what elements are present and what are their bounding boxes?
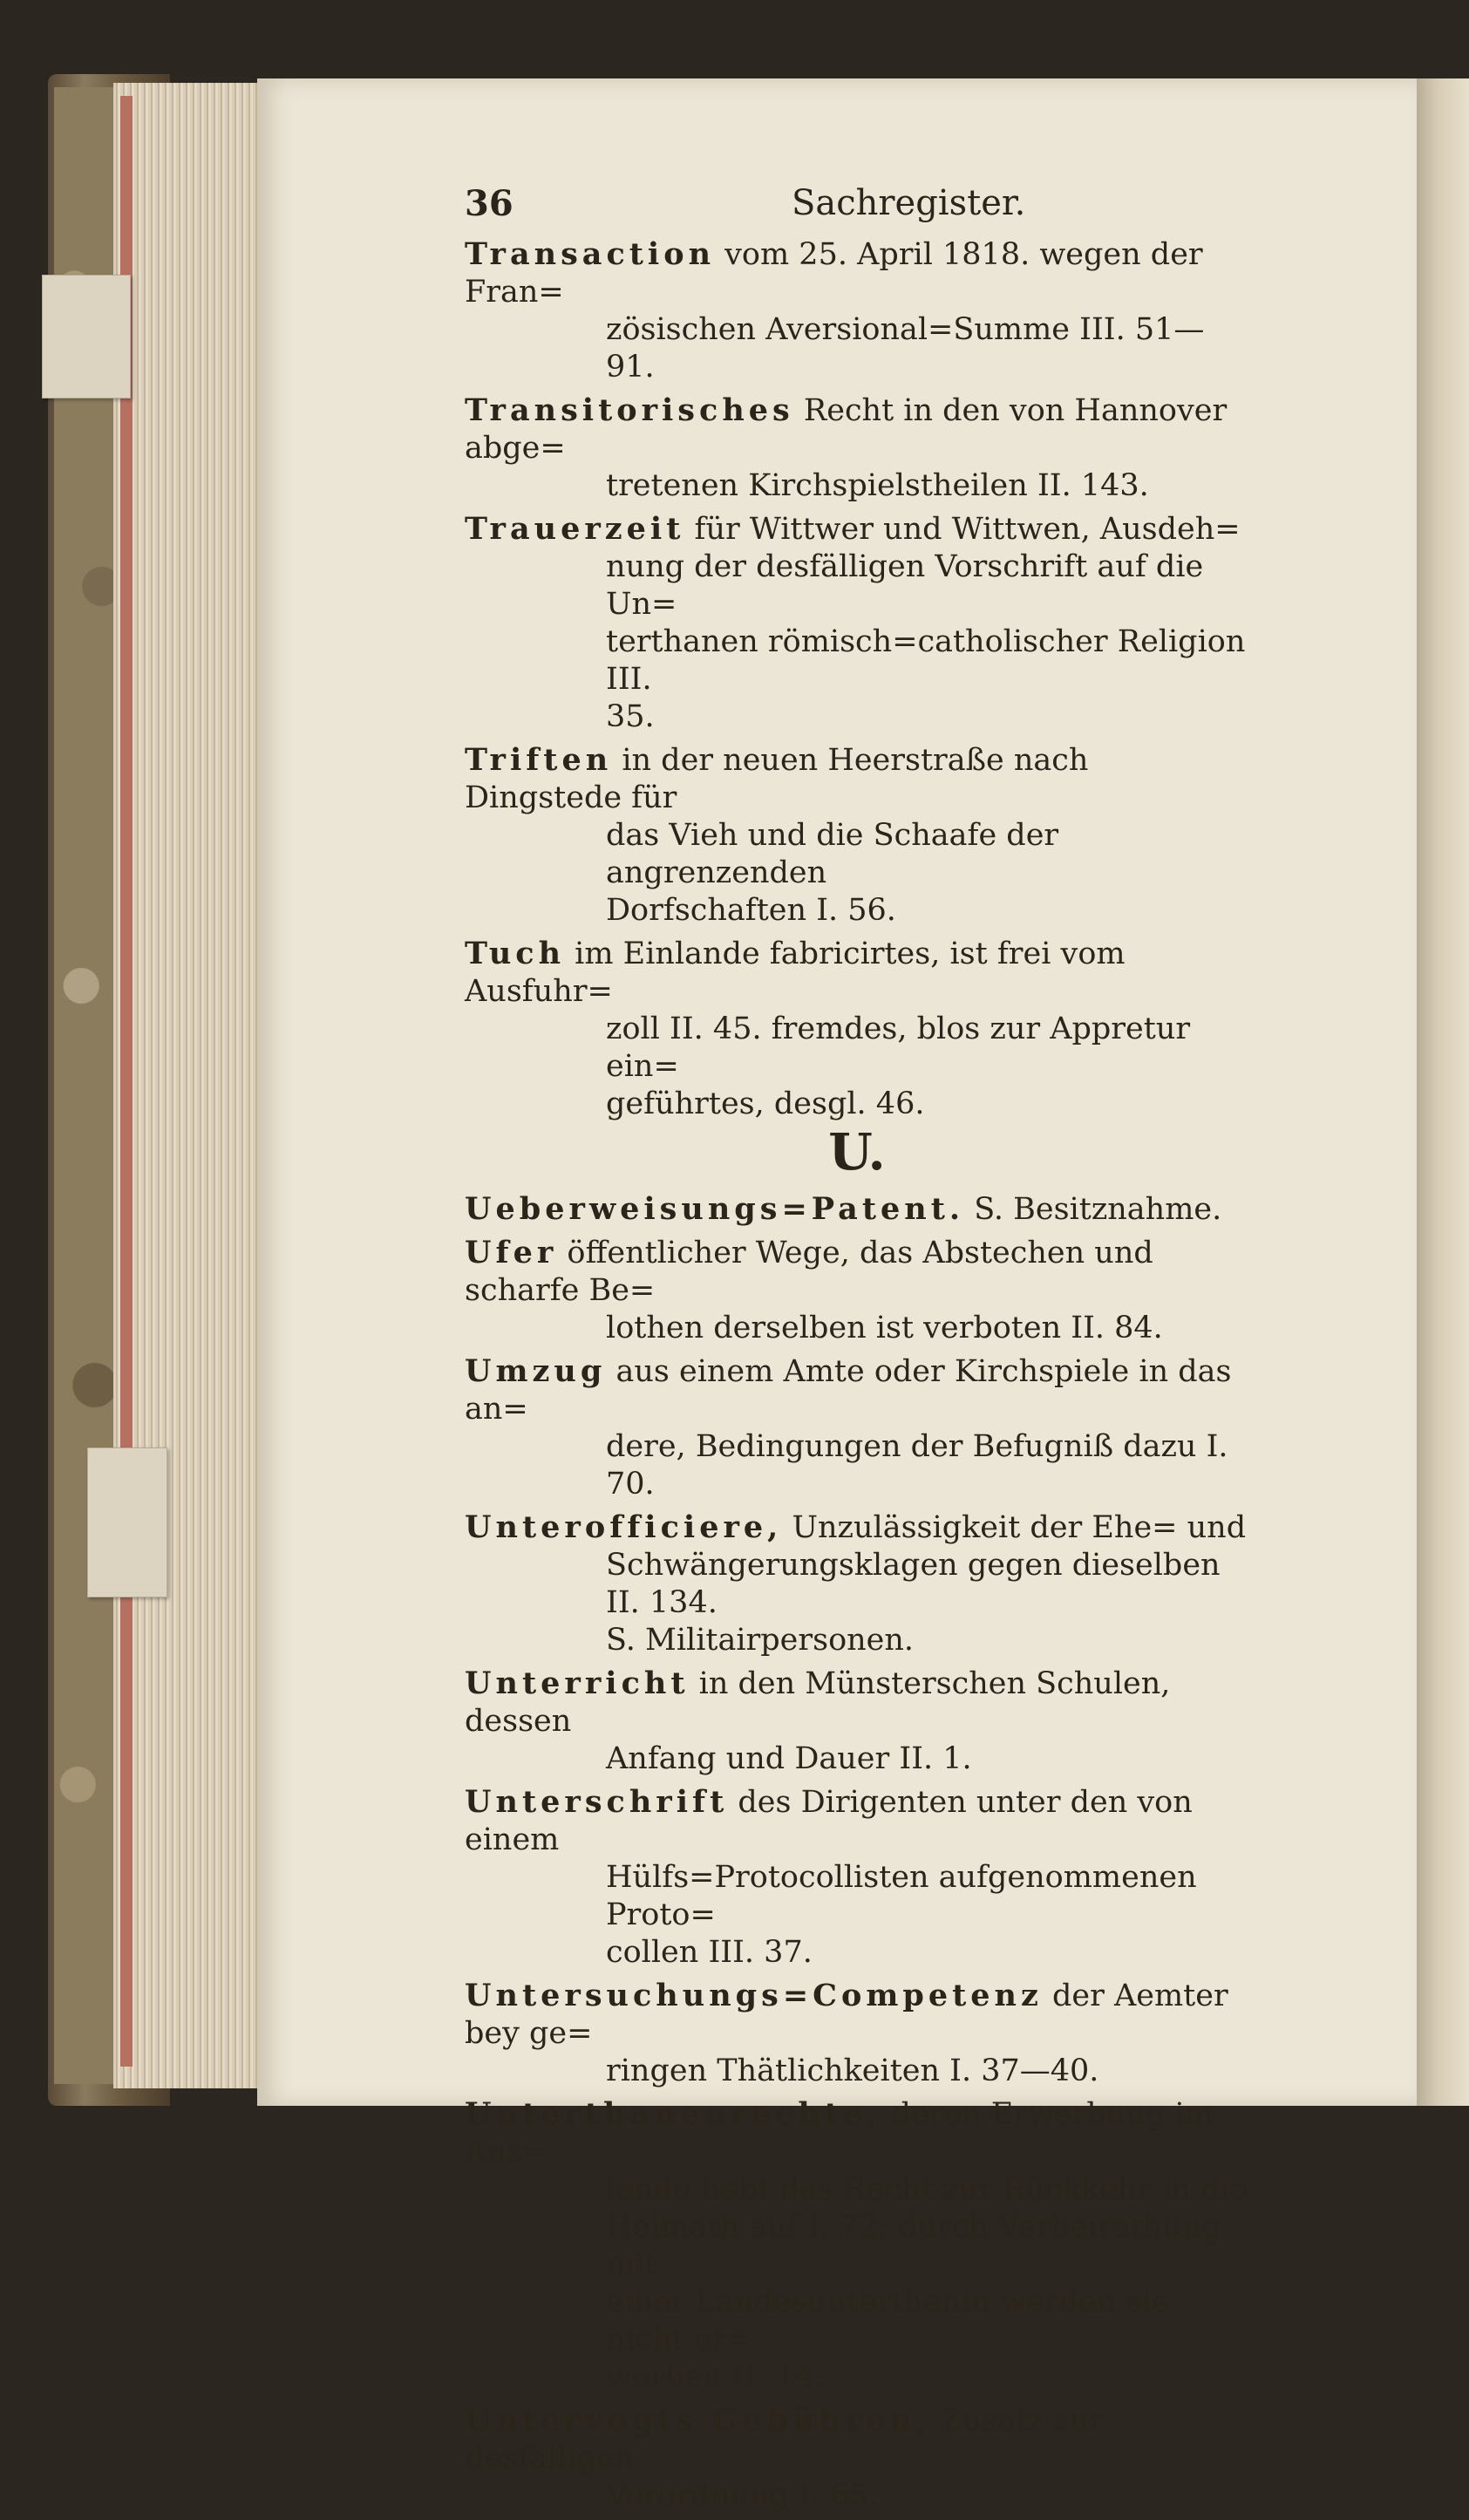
index-entry xyxy=(465,1509,1249,1659)
entry-term: Triften xyxy=(465,742,613,778)
entry-first-line xyxy=(465,2401,1249,2477)
section-letter: U. xyxy=(828,1122,886,1182)
index-content xyxy=(465,235,1249,2520)
entry-continuation-line: Heimath auf I. 72; durch Verheirathung mit xyxy=(606,2210,1221,2282)
index-entry xyxy=(465,510,1249,736)
entry-continuation-line: tretenen Kirchspielstheilen II. 143. xyxy=(606,468,1149,503)
entry-term: Tuch xyxy=(465,936,566,971)
entry-text: aus einem Amte oder Kirchspiele in das an= xyxy=(465,1354,1232,1427)
entry-text: für Wittwer und Wittwen, Ausdeh= xyxy=(684,512,1241,547)
entry-term: Transitorisches xyxy=(465,392,794,428)
entry-text: vom 25. April 1818. wegen der Fran= xyxy=(465,237,1203,310)
entry-continuation-line: dere, Bedingungen der Befugniß dazu I. 70. xyxy=(606,1429,1228,1502)
entry-term: Transaction xyxy=(465,236,716,272)
page-header xyxy=(465,174,1249,227)
entry-continuation-line: Dorfschaften I. 56. xyxy=(606,893,896,928)
entry-text: im Einlande fabricirtes, ist frei vom Ausfuhr= xyxy=(465,936,1126,1009)
entry-text: S. Besitznahme. xyxy=(964,1192,1222,1227)
entry-term: Unterofficiere, xyxy=(465,1509,783,1545)
entry-first-line xyxy=(465,1190,1249,1229)
page-stack-edge xyxy=(113,83,262,2088)
running-title: Sachregister. xyxy=(792,183,1026,223)
entry-first-line xyxy=(465,2095,1249,2171)
index-entry xyxy=(465,2095,1249,2396)
entry-term: Ufer xyxy=(465,1235,558,1270)
index-entry xyxy=(465,1352,1249,1503)
facing-page-edge xyxy=(1417,78,1469,2106)
entry-term: Ueberweisungs=Patent. xyxy=(465,1191,965,1227)
entry-term: Trauerzeit xyxy=(465,511,685,547)
index-entry xyxy=(465,1977,1249,2090)
entries-u xyxy=(465,1190,1249,2515)
entry-first-line xyxy=(465,1352,1249,1428)
entry-first-line xyxy=(465,741,1249,817)
entry-continuation-line: einer Landesunterthanin werden sie nicht er= xyxy=(606,2285,1170,2357)
entry-first-line xyxy=(465,1234,1249,1310)
entry-term: Unterthanenrechte, xyxy=(465,2096,882,2132)
entry-text: öffentlicher Wege, das Abstechen und scharfe Be= xyxy=(465,1236,1153,1308)
entry-term: Untervogts Gebühren, xyxy=(465,2402,931,2438)
index-entry xyxy=(465,392,1249,505)
entry-term: Umzug xyxy=(465,1353,607,1389)
index-entry xyxy=(465,741,1249,930)
bookmark-tab-bottom xyxy=(87,1447,167,1597)
entry-continuation-line: geführtes, desgl. 46. xyxy=(606,1086,925,1121)
entry-first-line xyxy=(465,1665,1249,1740)
page-number: 36 xyxy=(465,183,513,224)
entry-term: Untersuchungs=Competenz xyxy=(465,1978,1043,2013)
entry-first-line xyxy=(465,510,1249,548)
entry-text: des Dirigenten unter den von einem xyxy=(465,1785,1193,1857)
entry-continuation-line: Verordnung I. 65. xyxy=(606,2478,879,2513)
entry-first-line xyxy=(465,235,1249,311)
entry-first-line xyxy=(465,1977,1249,2053)
index-entry xyxy=(465,1234,1249,1347)
index-entry xyxy=(465,235,1249,386)
entry-continuation-line: terthanen römisch=catholischer Religion III. xyxy=(606,624,1246,697)
entry-continuation-line: lande hebt das Recht zur Rückkehr in die xyxy=(606,2172,1248,2207)
entry-text: Unzulässigkeit der Ehe= und xyxy=(782,1510,1247,1545)
index-entry xyxy=(465,935,1249,1123)
index-entry xyxy=(465,1783,1249,1972)
entry-continuation-line: Schwängerungsklagen gegen dieselben II. 134. xyxy=(606,1548,1221,1620)
entry-term: Unterricht xyxy=(465,1665,690,1701)
entry-text: der Aemter bey ge= xyxy=(465,1979,1228,2051)
entries-t xyxy=(465,235,1249,1123)
entry-continuation-line: zösischen Aversional=Summe III. 51—91. xyxy=(606,312,1205,385)
entry-continuation-line: Hülfs=Protocollisten aufgenommenen Proto= xyxy=(606,1860,1197,1932)
entry-continuation-line: S. Militairpersonen. xyxy=(606,1623,915,1658)
entry-continuation-line: zoll II. 45. fremdes, blos zur Appretur ein= xyxy=(606,1011,1191,1084)
index-entry xyxy=(465,1190,1249,1229)
entry-text: Recht in den von Hannover abge= xyxy=(465,393,1228,466)
entry-continuation-line: Anfang und Dauer II. 1. xyxy=(606,1741,972,1776)
entry-first-line xyxy=(465,392,1249,467)
entry-text: in der neuen Heerstraße nach Dingstede für xyxy=(465,743,1089,815)
entry-continuation-line: collen III. 37. xyxy=(606,1935,813,1970)
index-entry xyxy=(465,2401,1249,2515)
entry-text: in den Münsterschen Schulen, dessen xyxy=(465,1666,1171,1739)
entry-continuation-line: worben II. 14. xyxy=(606,2360,825,2394)
entry-first-line xyxy=(465,1783,1249,1859)
entry-continuation-line: nung der desfälligen Vorschrift auf die Un= xyxy=(606,549,1204,622)
entry-continuation-line: das Vieh und die Schaafe der angrenzenden xyxy=(606,818,1059,890)
entry-text: Zusatz zur desfälligen xyxy=(465,2403,1105,2476)
entry-first-line xyxy=(465,935,1249,1011)
entry-term: Unterschrift xyxy=(465,1784,729,1820)
entry-continuation-line: 35. xyxy=(606,699,655,734)
index-entry xyxy=(465,1665,1249,1778)
bookmark-tab-top xyxy=(42,275,131,398)
entry-continuation-line: lothen derselben ist verboten II. 84. xyxy=(606,1311,1163,1345)
entry-continuation-line: ringen Thätlichkeiten I. 37—40. xyxy=(606,2053,1099,2088)
entry-first-line xyxy=(465,1509,1249,1547)
entry-text: deren Erwerbung im Aus= xyxy=(465,2097,1214,2169)
